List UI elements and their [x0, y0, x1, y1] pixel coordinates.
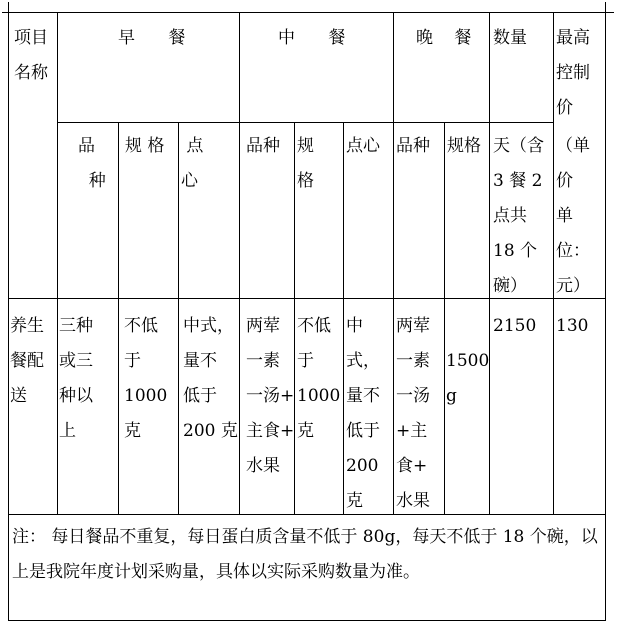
- table-border-bottom: [8, 620, 606, 621]
- row-divider: [8, 514, 606, 515]
- table-border-left: [8, 12, 9, 620]
- header-max-price: 最高 控制 价: [556, 28, 590, 118]
- table-border-top: [8, 12, 606, 13]
- col-divider-7: [393, 12, 394, 514]
- header-dinner: 晚 餐: [416, 28, 480, 48]
- corner-mark: [605, 2, 606, 12]
- header-breakfast: 早 餐: [118, 28, 200, 48]
- subheader-price-unit: （单 价 单 位： 元）: [556, 136, 590, 296]
- col-divider-2: [118, 122, 119, 514]
- row-breakfast-variety: 三种 或三 种以 上: [59, 316, 93, 441]
- subheader-lunch-variety: 品种: [246, 136, 280, 156]
- row-lunch-spec: 不低 于 1000 克: [297, 316, 341, 441]
- subheader-breakfast-spec: 规 格: [125, 136, 165, 156]
- col-divider-1: [57, 12, 58, 514]
- header-lunch: 中 餐: [278, 28, 360, 48]
- subheader-dinner-spec: 规格: [447, 136, 481, 156]
- col-divider-8: [444, 122, 445, 514]
- row-max-price: 130: [556, 316, 589, 336]
- subheader-breakfast-snack: 点 心: [181, 136, 204, 191]
- subheader-dinner-variety: 品种: [396, 136, 430, 156]
- row-lunch-snack: 中 式， 量不 低于 200 克: [346, 316, 380, 511]
- col-divider-6: [343, 122, 344, 514]
- row-breakfast-snack: 中式， 量不 低于 200 克: [183, 316, 238, 441]
- row-dinner-spec: 1500 g: [446, 351, 490, 406]
- row-dinner-variety: 两荤 一素 一汤 +主 食+ 水果: [396, 316, 430, 511]
- header-quantity: 数量: [493, 28, 527, 48]
- table-note: 注： 每日餐品不重复，每日蛋白质含量不低于 80g，每天不低于 18 个碗，以上是我院年度计划采购量，具体以实际采购数量为准。: [12, 527, 598, 582]
- subheader-lunch-snack: 点心: [346, 136, 380, 156]
- corner-mark: [606, 12, 614, 13]
- col-divider-3: [178, 122, 179, 514]
- row-lunch-variety: 两荤 一素 一汤+ 主食+ 水果: [246, 316, 295, 476]
- subheader-lunch-spec: 规 格: [297, 136, 314, 191]
- row-item-name: 养生 餐配 送: [10, 316, 44, 406]
- header-divider: [57, 122, 553, 123]
- corner-mark: [8, 2, 9, 12]
- subheader-breakfast-variety: 品 种: [78, 136, 106, 191]
- header-item-name: 项目 名称: [14, 28, 48, 83]
- subheader-quantity-unit: 天（含 3 餐 2 点共 18 个 碗）: [493, 136, 544, 296]
- corner-mark: [2, 12, 8, 13]
- col-divider-4: [239, 12, 240, 514]
- col-divider-10: [553, 12, 554, 514]
- row-quantity: 2150: [493, 316, 537, 336]
- col-divider-9: [489, 12, 490, 514]
- row-breakfast-spec: 不低 于 1000 克: [124, 316, 168, 441]
